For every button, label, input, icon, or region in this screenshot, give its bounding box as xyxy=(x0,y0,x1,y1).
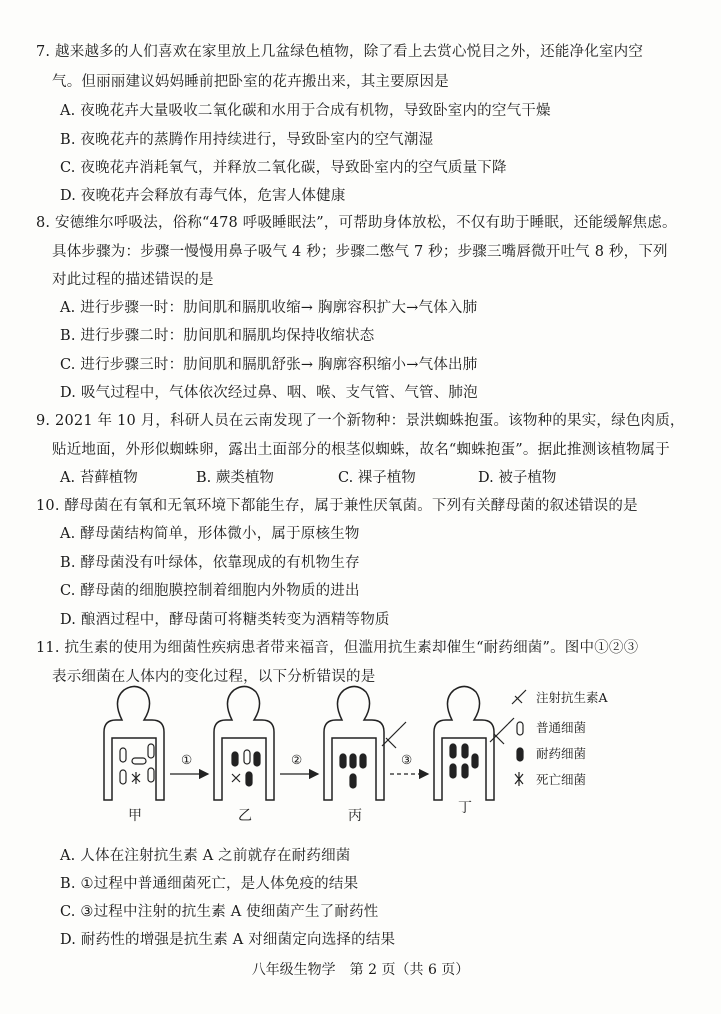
legend-dead: 死亡细菌 xyxy=(536,772,587,787)
bacteria-bing xyxy=(340,754,366,788)
q10-option-b: B. 酵母菌没有叶绿体，依靠现成的有机物生存 xyxy=(60,555,360,571)
q11-option-c: C. ③过程中注射的抗生素 A 使细菌产生了耐药性 xyxy=(60,904,379,920)
q11-stem-line1: 11. 抗生素的使用为细菌性疾病患者带来福音，但滥用抗生素却催生“耐药细菌”。图中①②③ xyxy=(36,640,639,656)
syringe-icon xyxy=(512,690,526,704)
label-bing: 丙 xyxy=(348,808,362,824)
q7-stem-line1: 7. 越来越多的人们喜欢在家里放上几盆绿色植物，除了看上去赏心悦目之外，还能净化室内空 xyxy=(36,44,644,60)
step-label-1: ① xyxy=(181,752,193,767)
q7-option-c: C. 夜晚花卉消耗氧气，并释放二氧化碳，导致卧室内的空气质量下降 xyxy=(60,160,507,176)
q11-option-b: B. ①过程中普通细菌死亡，是人体免疫的结果 xyxy=(60,876,359,892)
q10-option-a: A. 酵母菌结构简单，形体微小，属于原核生物 xyxy=(60,526,360,542)
page-footer: 八年级生物学 第 2 页（共 6 页） xyxy=(251,962,470,978)
step-label-3: ③ xyxy=(401,752,413,767)
body-ding xyxy=(434,686,494,800)
bacteria-yi xyxy=(232,750,260,786)
label-ding: 丁 xyxy=(458,800,472,816)
q7-stem-line2: 气。但丽丽建议妈妈睡前把卧室的花卉搬出来，其主要原因是 xyxy=(52,74,449,90)
q9-option-d: D. 被子植物 xyxy=(478,470,557,486)
q11-option-a: A. 人体在注射抗生素 A 之前就存在耐药细菌 xyxy=(60,848,351,864)
q9-option-b: B. 蕨类植物 xyxy=(196,470,274,486)
q9-option-c: C. 裸子植物 xyxy=(338,470,416,486)
q10-option-c: C. 酵母菌的细胞膜控制着细胞内外物质的进出 xyxy=(60,583,360,599)
q8-option-b: B. 进行步骤二时：肋间肌和膈肌均保持收缩状态 xyxy=(60,328,375,344)
legend-normal: 普通细菌 xyxy=(536,720,587,735)
q8-option-c: C. 进行步骤三时：肋间肌和膈肌舒张→ 胸廓容积缩小→气体出肺 xyxy=(60,357,478,373)
legend-inject: 注射抗生素A xyxy=(536,690,608,705)
q9-stem-line1: 9. 2021 年 10 月，科研人员在云南发现了一个新物种：景洪蜘蛛抱蛋。该物种的果实，绿色肉质， xyxy=(36,413,685,429)
bacteria-jia xyxy=(120,744,154,784)
q8-stem-line2: 具体步骤为：步骤一慢慢用鼻子吸气 4 秒；步骤二憋气 7 秒；步骤三嘴唇微开吐气 8 秒，下列 xyxy=(52,244,668,260)
q9-stem-line2: 贴近地面，外形似蜘蛛卵，露出土面部分的根茎似蜘蛛，故名“蜘蛛抱蛋”。据此推测该植物属于 xyxy=(52,442,670,458)
q9-option-a: A. 苔藓植物 xyxy=(60,470,138,486)
dead-bacteria-icon xyxy=(515,772,523,786)
q7-option-a: A. 夜晚花卉大量吸收二氧化碳和水用于合成有机物，导致卧室内的空气干燥 xyxy=(60,103,551,119)
q8-option-d: D. 吸气过程中，气体依次经过鼻、咽、喉、支气管、气管、肺泡 xyxy=(60,385,478,401)
q7-option-b: B. 夜晚花卉的蒸腾作用持续进行，导致卧室内的空气潮湿 xyxy=(60,132,434,148)
normal-bacteria-icon xyxy=(517,722,523,735)
label-jia: 甲 xyxy=(128,808,142,824)
q8-stem-line3: 对此过程的描述错误的是 xyxy=(52,272,214,288)
q10-stem: 10. 酵母菌在有氧和无氧环境下都能生存，属于兼性厌氧菌。下列有关酵母菌的叙述错误的是 xyxy=(36,498,638,514)
syringe-bing xyxy=(382,722,406,748)
q11-option-d: D. 耐药性的增强是抗生素 A 对细菌定向选择的结果 xyxy=(60,932,396,948)
body-yi xyxy=(214,686,274,800)
body-jia xyxy=(104,686,164,800)
q10-option-d: D. 酿酒过程中，酵母菌可将糖类转变为酒精等物质 xyxy=(60,612,390,628)
legend-icons xyxy=(512,690,526,786)
label-yi: 乙 xyxy=(238,808,252,824)
bacteria-figure xyxy=(84,682,644,832)
resistant-bacteria-icon xyxy=(517,748,523,761)
q11-stem-line2: 表示细菌在人体内的变化过程，以下分析错误的是 xyxy=(52,669,376,685)
q8-option-a: A. 进行步骤一时：肋间肌和膈肌收缩→ 胸廓容积扩大→气体入肺 xyxy=(60,300,478,316)
q7-option-d: D. 夜晚花卉会释放有毒气体，危害人体健康 xyxy=(60,188,346,204)
bacteria-ding xyxy=(450,744,478,778)
q8-stem-line1: 8. 安德维尔呼吸法，俗称“478 呼吸睡眠法”，可帮助身体放松，不仅有助于睡眠，还能缓解焦虑。 xyxy=(36,215,677,231)
step-label-2: ② xyxy=(291,752,303,767)
legend-resistant: 耐药细菌 xyxy=(536,746,587,761)
